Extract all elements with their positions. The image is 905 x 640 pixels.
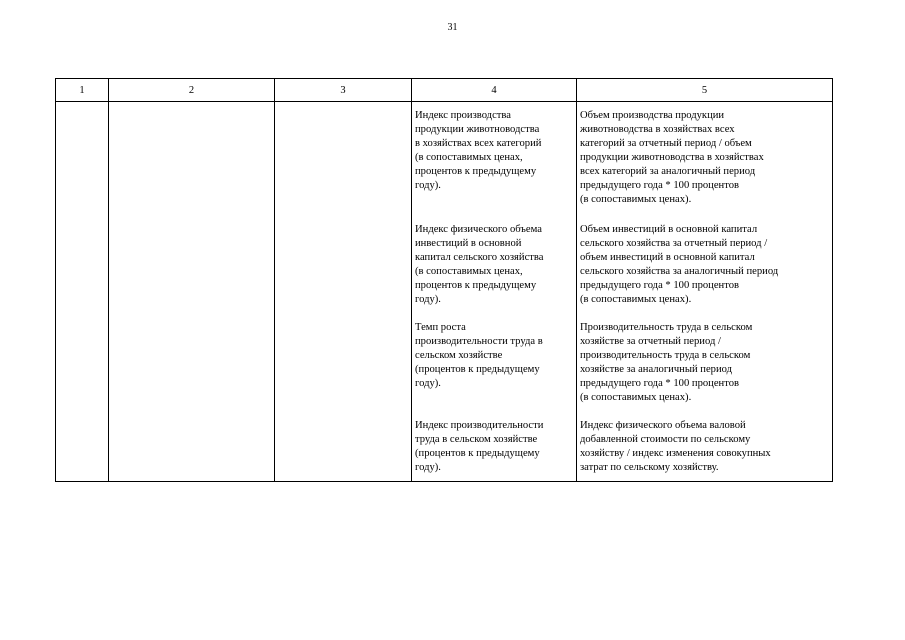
column-header-1: 1 xyxy=(56,79,109,102)
column-header-3: 3 xyxy=(275,79,412,102)
indicator-name: Темп роста производительности труда в сельском хозяйстве (процентов к предыдущему году). xyxy=(415,322,543,389)
indicator-formula: Объем производства продукции животноводства в хозяйствах всех категорий за отчетный период / объем продукции животноводства в хозяйствах всех категорий за аналогичный период предыдущего года * 100 процентов (в сопоставимых ценах). xyxy=(580,110,764,205)
column-header-5: 5 xyxy=(577,79,833,102)
column-header-4: 4 xyxy=(412,79,577,102)
indicator-name: Индекс физического объема инвестиций в основной капитал сельского хозяйства (в сопоставимых ценах, процентов к предыдущему году). xyxy=(415,224,544,305)
indicator-formula: Производительность труда в сельском хозяйстве за отчетный период / производительность труда в сельском хозяйстве за аналогичный период предыдущего года * 100 процентов (в сопоставимых ценах). xyxy=(580,322,753,403)
indicators-table xyxy=(55,78,833,482)
indicator-name: Индекс производства продукции животноводства в хозяйствах всех категорий (в сопоставимых ценах, процентов к предыдущему году). xyxy=(415,110,542,191)
empty-cell-col2 xyxy=(109,102,275,482)
column-header-2: 2 xyxy=(109,79,275,102)
page-number: 31 xyxy=(447,22,458,33)
table-row xyxy=(56,102,833,482)
empty-cell-col1 xyxy=(56,102,109,482)
indicator-name: Индекс производительности труда в сельском хозяйстве (процентов к предыдущему году). xyxy=(415,420,544,473)
indicator-names-cell xyxy=(412,102,577,482)
empty-cell-col3 xyxy=(275,102,412,482)
indicator-formula: Индекс физического объема валовой добавленной стоимости по сельскому хозяйству / индекс изменения совокупных затрат по сельскому хозяйству. xyxy=(580,420,771,473)
indicator-formula: Объем инвестиций в основной капитал сельского хозяйства за отчетный период / объем инвестиций в основной капитал сельского хозяйства за аналогичный период предыдущего года * 100 процентов (в сопоставимых ценах). xyxy=(580,224,779,305)
indicator-formulas-cell xyxy=(577,102,833,482)
table-header-row xyxy=(56,79,833,102)
